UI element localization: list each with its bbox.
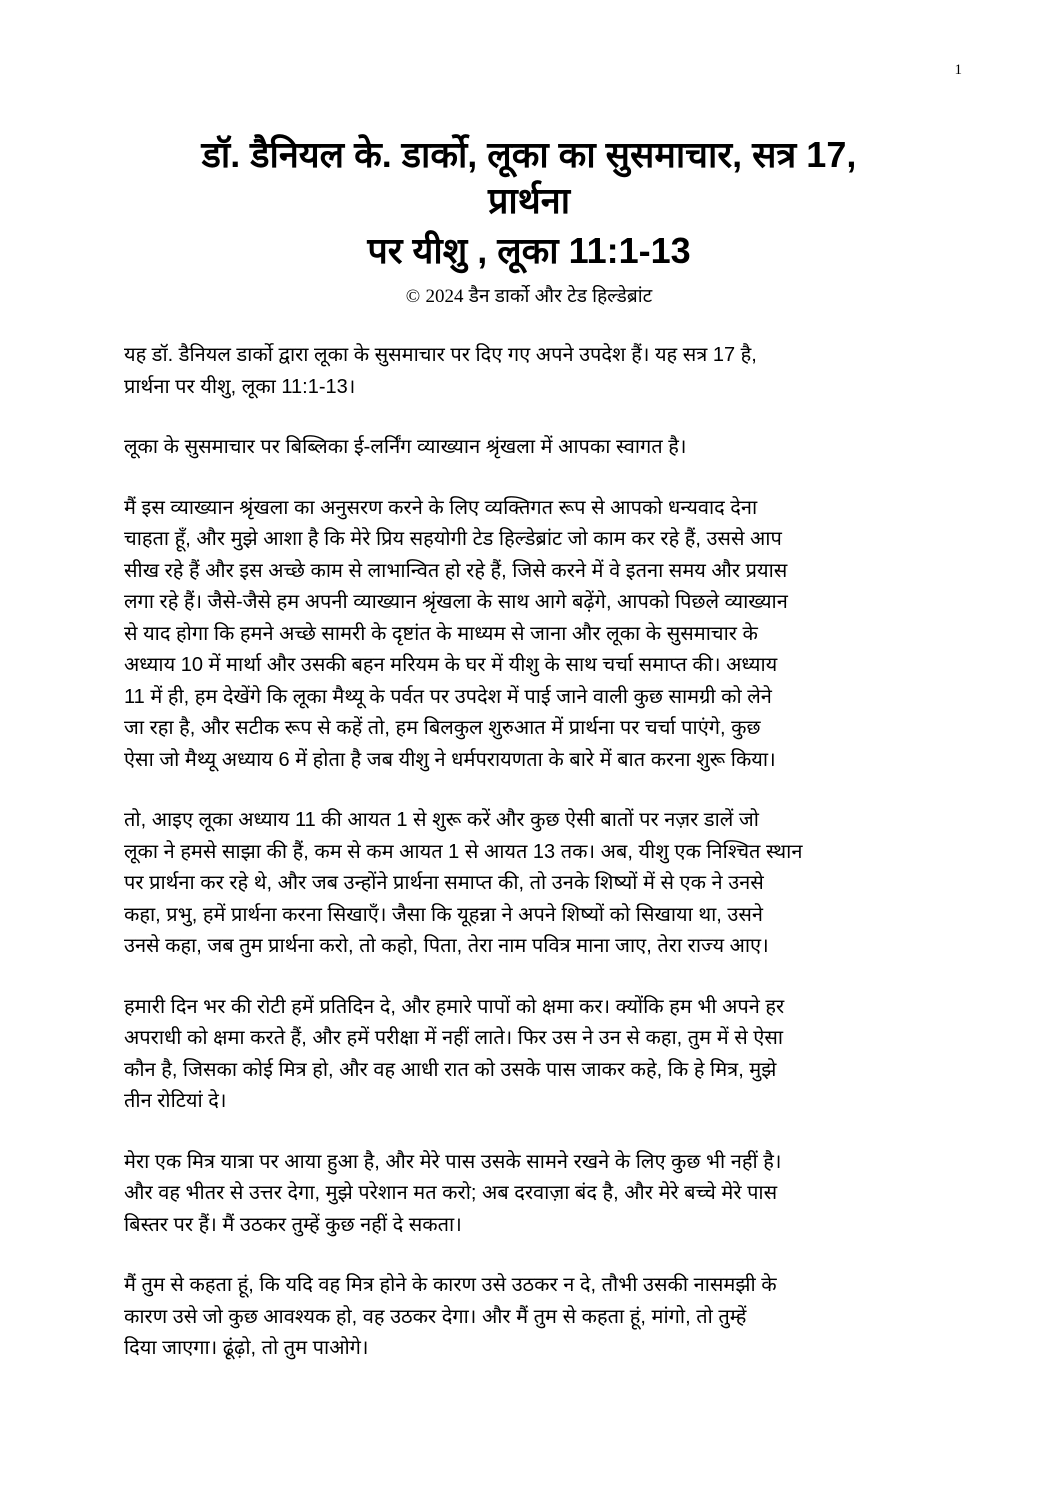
paragraph-line: जा रहा है, और सटीक रूप से कहें तो, हम बिलकुल शुरुआत में प्रार्थना पर चर्चा पाएंगे, कुछ — [124, 717, 761, 739]
paragraph-line: तीन रोटियां दे। — [124, 1090, 227, 1112]
copyright-authors: डैन डार्को और टेड हिल्डेब्रांट — [468, 286, 653, 307]
paragraph-line: बिस्तर पर हैं। मैं उठकर तुम्हें कुछ नहीं दे सकता। — [124, 1213, 462, 1236]
document-title — [0, 132, 1058, 274]
paragraph-line: कौन है, जिसका कोई मित्र हो, और वह आधी रात को उसके पास जाकर कहे, कि हे मित्र, मुझे — [124, 1058, 777, 1081]
paragraph-line: तो, आइए लूका अध्याय 11 की आयत 1 से शुरू करें और कुछ ऐसी बातों पर नज़र डालें जो — [124, 809, 759, 831]
paragraph-line: चाहता हूँ, और मुझे आशा है कि मेरे प्रिय सहयोगी टेड हिल्डेब्रांट जो काम कर रहे हैं, उससे आप — [124, 528, 782, 550]
paragraph — [124, 805, 944, 963]
paragraph-line: ऐसा जो मैथ्यू अध्याय 6 में होता है जब यीशु ने धर्मपरायणता के बारे में बात करना शुरू किया। — [124, 748, 776, 771]
document-body — [124, 340, 944, 1394]
paragraph-line: लूका ने हमसे साझा की हैं, कम से कम आयत 1 से आयत 13 तक। अब, यीशु एक निश्चित स्थान — [124, 840, 803, 863]
paragraph-line: सीख रहे हैं और इस अच्छे काम से लाभान्वित हो रहे हैं, जिसे करने में वे इतना समय और प्रयास — [124, 559, 788, 582]
paragraph-line: लूका के सुसमाचार पर बिब्लिका ई-लर्निंग व्याख्यान श्रृंखला में आपका स्वागत है। — [124, 436, 687, 458]
paragraph-line: अपराधी को क्षमा करते हैं, और हमें परीक्षा में नहीं लाते। फिर उस ने उन से कहा, तुम में से ऐसा — [124, 1027, 784, 1049]
title-line-2: प्रार्थना — [487, 180, 571, 221]
paragraph-line: मेरा एक मित्र यात्रा पर आया हुआ है, और मेरे पास उसके सामने रखने के लिए कुछ भी नहीं है। — [124, 1150, 782, 1173]
paragraph — [124, 992, 944, 1118]
copyright-line — [0, 282, 1058, 308]
paragraph — [124, 1147, 944, 1242]
paragraph — [124, 493, 944, 777]
paragraph-line: कारण उसे जो कुछ आवश्यक हो, वह उठकर देगा। और मैं तुम से कहता हूं, मांगो, तो तुम्हें — [124, 1305, 747, 1328]
paragraph-line: से याद होगा कि हमने अच्छे सामरी के दृष्टांत के माध्यम से जाना और लूका के सुसमाचार के — [124, 622, 758, 645]
copyright-year: 2024 — [425, 286, 464, 307]
paragraph-line: मैं इस व्याख्यान श्रृंखला का अनुसरण करने के लिए व्यक्तिगत रूप से आपको धन्यवाद देना — [124, 496, 758, 519]
paragraph-line: यह डॉ. डैनियल डार्को द्वारा लूका के सुसमाचार पर दिए गए अपने उपदेश हैं। यह सत्र 17 है, — [124, 344, 757, 366]
paragraph-line: लगा रहे हैं। जैसे-जैसे हम अपनी व्याख्यान श्रृंखला के साथ आगे बढ़ेंगे, आपको पिछले व्याख्यान — [124, 591, 788, 613]
paragraph-line: अध्याय 10 में मार्था और उसकी बहन मरियम के घर में यीशु के साथ चर्चा समाप्त की। अध्याय — [124, 654, 778, 676]
paragraph-line: हमारी दिन भर की रोटी हमें प्रतिदिन दे, और हमारे पापों को क्षमा कर। क्योंकि हम भी अपने हर — [124, 995, 785, 1018]
paragraph-line: 11 में ही, हम देखेंगे कि लूका मैथ्यू के पर्वत पर उपदेश में पाई जाने वाली कुछ सामग्री को लेने — [124, 685, 772, 708]
paragraph-line: दिया जाएगा। ढूंढ़ो, तो तुम पाओगे। — [124, 1337, 369, 1359]
paragraph — [124, 432, 944, 464]
title-line-3: पर यीशु , लूका 11:1-13 — [367, 230, 691, 271]
paragraph-line: प्रार्थना पर यीशु, लूका 11:1-13। — [124, 375, 356, 398]
paragraph-line: उनसे कहा, जब तुम प्रार्थना करो, तो कहो, पिता, तेरा नाम पवित्र माना जाए, तेरा राज्य आए। — [124, 935, 769, 957]
page-number: 1 — [954, 62, 962, 78]
title-line-1: डॉ. डैनियल के. डार्को, लूका का सुसमाचार, सत्र 17, — [201, 134, 857, 175]
paragraph-line: मैं तुम से कहता हूं, कि यदि वह मित्र होने के कारण उसे उठकर न दे, तौभी उसकी नासमझी के — [124, 1274, 777, 1296]
paragraph-line: पर प्रार्थना कर रहे थे, और जब उन्होंने प्रार्थना समाप्त की, तो उनके शिष्यों में से एक ने उनसे — [124, 872, 764, 894]
paragraph-line: और वह भीतर से उत्तर देगा, मुझे परेशान मत करो; अब दरवाज़ा बंद है, और मेरे बच्चे मेरे पास — [124, 1182, 778, 1204]
paragraph — [124, 1270, 944, 1365]
copyright-symbol: © — [405, 286, 421, 307]
paragraph — [124, 340, 944, 403]
paragraph-line: कहा, प्रभु, हमें प्रार्थना करना सिखाएँ। जैसा कि यूहन्ना ने अपने शिष्यों को सिखाया था, उसने — [124, 903, 763, 926]
